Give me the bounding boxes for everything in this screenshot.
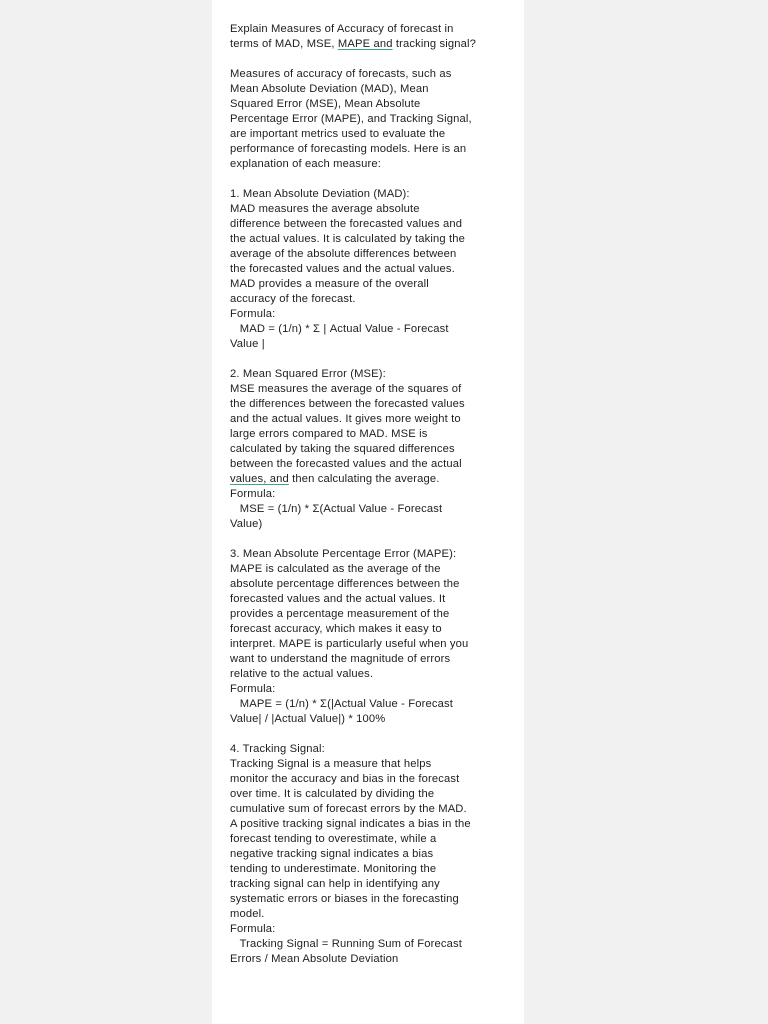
text-line: monitor the accuracy and bias in the forecast — [230, 773, 460, 785]
text-line: average of the absolute differences between — [230, 248, 457, 260]
text-line: and the actual values. It gives more weight to — [230, 413, 461, 425]
tracking-signal-section — [230, 742, 520, 967]
text-line: A positive tracking signal indicates a bias in the — [230, 818, 471, 830]
text-line: provides a percentage measurement of the — [230, 608, 450, 620]
text-line: between the forecasted values and the actual — [230, 458, 462, 470]
text-line: 4. Tracking Signal: — [230, 743, 325, 755]
document-page — [212, 0, 524, 1024]
text-line: interpret. MAPE is particularly useful when you — [230, 638, 469, 650]
text-line: accuracy of the forecast. — [230, 293, 356, 305]
text-line: Value | — [230, 338, 265, 350]
text-line: Tracking Signal is a measure that helps — [230, 758, 432, 770]
text-line: Tracking Signal = Running Sum of Forecast — [230, 938, 463, 950]
text-line: 1. Mean Absolute Deviation (MAD): — [230, 188, 410, 200]
text-line: Value| / |Actual Value|) * 100% — [230, 713, 386, 725]
intro-block — [230, 67, 520, 172]
text-line: model. — [230, 908, 265, 920]
text-line: Formula: — [230, 308, 276, 320]
text-line: values, and then calculating the average. — [230, 473, 440, 485]
text-line: systematic errors or biases in the forecasting — [230, 893, 459, 905]
text-line: the differences between the forecasted values — [230, 398, 465, 410]
text-line: forecast accuracy, which makes it easy to — [230, 623, 442, 635]
text-line: large errors compared to MAD. MSE is — [230, 428, 428, 440]
text-line: forecasted values and the actual values. It — [230, 593, 446, 605]
text-line: negative tracking signal indicates a bias — [230, 848, 434, 860]
text-line: MAD measures the average absolute — [230, 203, 420, 215]
text-line: MAD = (1/n) * Σ | Actual Value - Forecast — [230, 323, 449, 335]
text-line: Formula: — [230, 488, 276, 500]
text-line: calculated by taking the squared differences — [230, 443, 455, 455]
mape-section — [230, 547, 520, 727]
document-content — [230, 22, 520, 967]
mse-section — [230, 367, 520, 532]
text-line: explanation of each measure: — [230, 158, 381, 170]
text-line: MSE = (1/n) * Σ(Actual Value - Forecast — [230, 503, 443, 515]
text-line: the forecasted values and the actual values. — [230, 263, 455, 275]
question-block — [230, 22, 520, 52]
text-line: 2. Mean Squared Error (MSE): — [230, 368, 386, 380]
text-line: are important metrics used to evaluate the — [230, 128, 446, 140]
text-line: Squared Error (MSE), Mean Absolute — [230, 98, 421, 110]
text-line: Mean Absolute Deviation (MAD), Mean — [230, 83, 429, 95]
text-line: absolute percentage differences between the — [230, 578, 460, 590]
text-line: Formula: — [230, 683, 276, 695]
text-line: MAPE is calculated as the average of the — [230, 563, 441, 575]
text-line: the actual values. It is calculated by taking the — [230, 233, 465, 245]
text-line: Percentage Error (MAPE), and Tracking Signal, — [230, 113, 472, 125]
text-line: MAPE = (1/n) * Σ(|Actual Value - Forecast — [230, 698, 453, 710]
text-line: tracking signal can help in identifying any — [230, 878, 440, 890]
text-line: tending to underestimate. Monitoring the — [230, 863, 437, 875]
text-line: relative to the actual values. — [230, 668, 374, 680]
text-line: terms of MAD, MSE, MAPE and tracking signal? — [230, 38, 476, 50]
text-line: want to understand the magnitude of errors — [230, 653, 451, 665]
text-line: Errors / Mean Absolute Deviation — [230, 953, 399, 965]
mad-section — [230, 187, 520, 352]
text-line: 3. Mean Absolute Percentage Error (MAPE): — [230, 548, 457, 560]
text-line: performance of forecasting models. Here is an — [230, 143, 467, 155]
text-line: Formula: — [230, 923, 276, 935]
text-line: MAD provides a measure of the overall — [230, 278, 429, 290]
text-line: Value) — [230, 518, 263, 530]
text-line: MSE measures the average of the squares of — [230, 383, 462, 395]
text-line: difference between the forecasted values and — [230, 218, 463, 230]
text-line: Measures of accuracy of forecasts, such as — [230, 68, 452, 80]
text-line: forecast tending to overestimate, while a — [230, 833, 437, 845]
text-line: over time. It is calculated by dividing the — [230, 788, 435, 800]
text-line: Explain Measures of Accuracy of forecast in — [230, 23, 454, 35]
text-line: cumulative sum of forecast errors by the MAD. — [230, 803, 467, 815]
